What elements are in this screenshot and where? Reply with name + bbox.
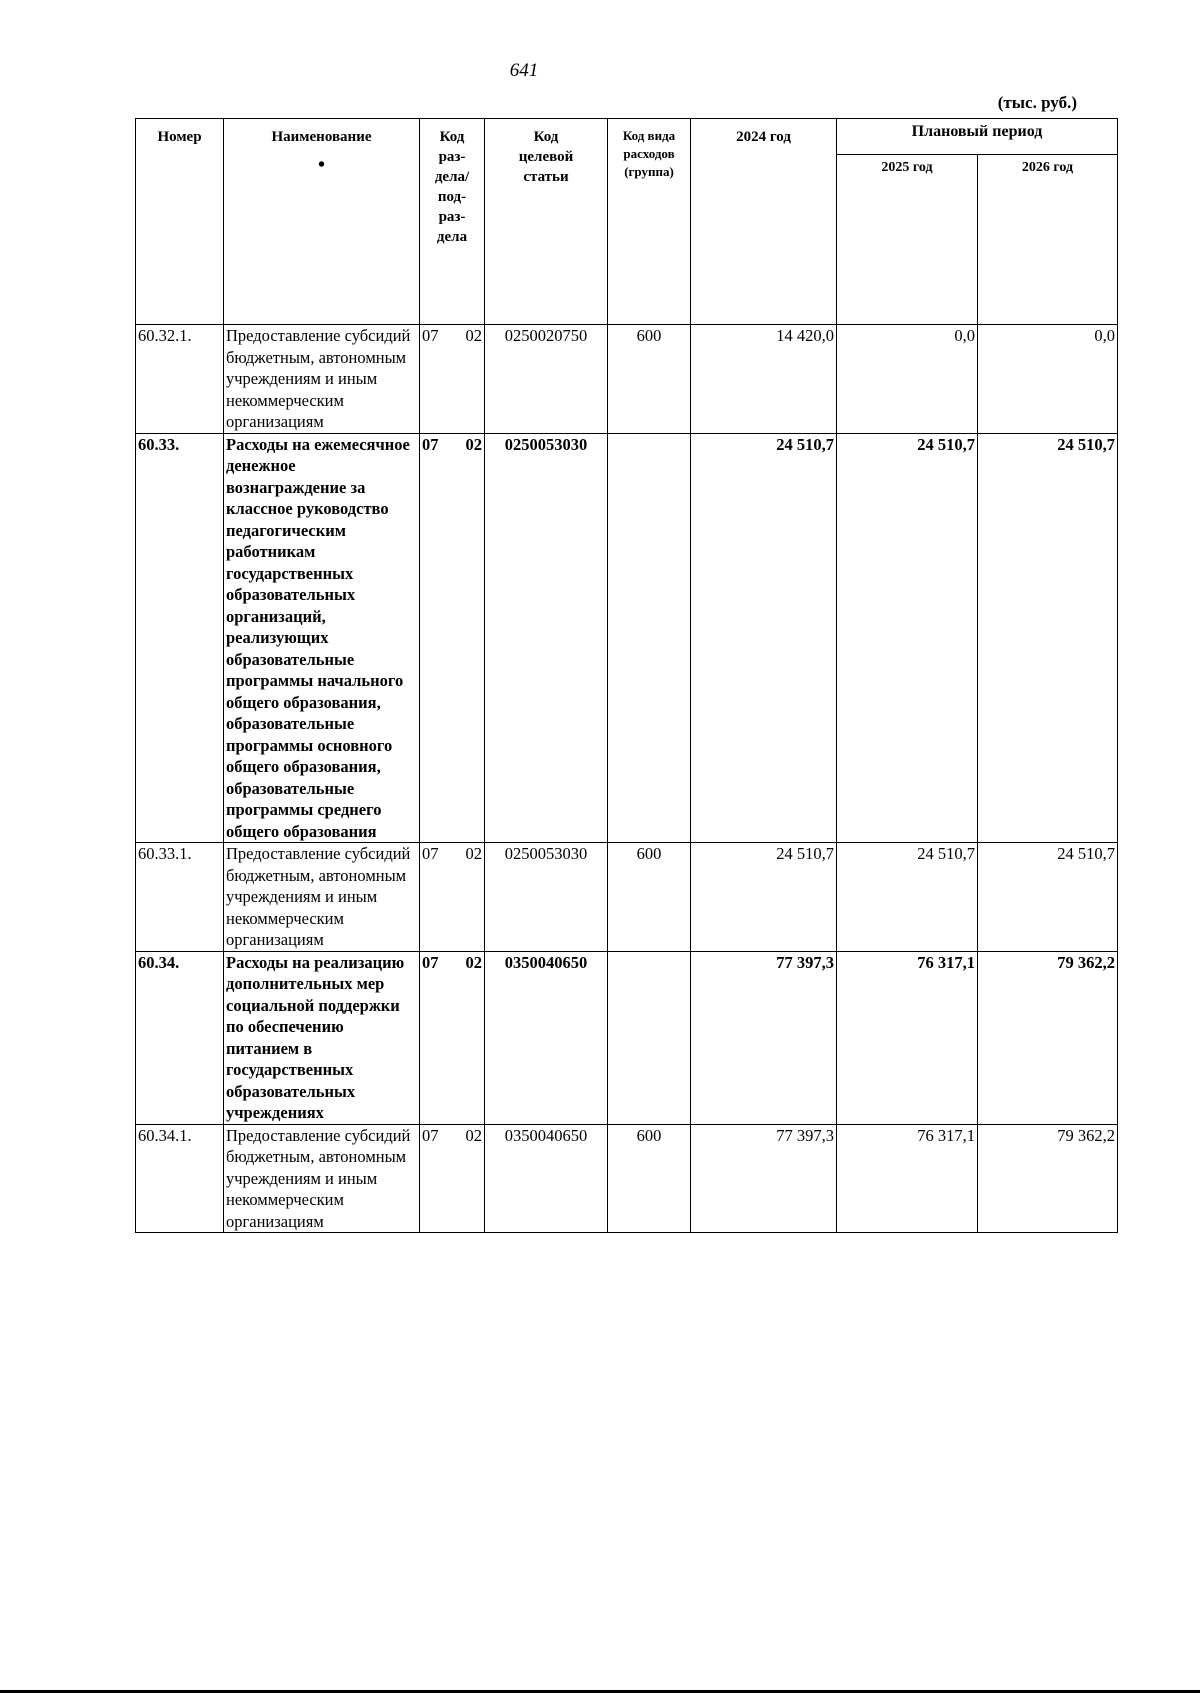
row-vid	[608, 433, 691, 843]
row-podrazdel-code: 02	[465, 434, 482, 454]
table-header	[136, 119, 1118, 325]
header-naimenovanie	[224, 119, 420, 325]
row-number: 60.33.	[136, 433, 224, 843]
row-razdel-code: 07	[422, 844, 439, 863]
row-razdel-code: 07	[422, 326, 439, 345]
row-2025: 76 317,1	[837, 1124, 978, 1233]
row-2025: 24 510,7	[837, 843, 978, 952]
row-razdel	[420, 1124, 485, 1233]
row-name: Предоставление субсидий бюджетным, автономным учреждениям и иным некоммерческим организациям	[224, 325, 420, 434]
row-2025: 0,0	[837, 325, 978, 434]
row-podrazdel-code: 02	[465, 1125, 482, 1145]
row-2026: 24 510,7	[978, 433, 1118, 843]
header-planoviy-period: Плановый период	[837, 119, 1118, 155]
header-2024: 2024 год	[691, 119, 837, 325]
row-celevaya: 0350040650	[485, 951, 608, 1124]
row-vid: 600	[608, 325, 691, 434]
row-celevaya: 0250053030	[485, 843, 608, 952]
row-2025: 24 510,7	[837, 433, 978, 843]
row-vid: 600	[608, 843, 691, 952]
row-razdel	[420, 433, 485, 843]
row-celevaya: 0250020750	[485, 325, 608, 434]
row-2026: 79 362,2	[978, 951, 1118, 1124]
header-dot: •	[317, 154, 325, 176]
row-2024: 77 397,3	[691, 1124, 837, 1233]
header-kod-vida: Код вида расходов (группа)	[608, 119, 691, 325]
row-podrazdel-code: 02	[465, 326, 482, 345]
row-podrazdel-code: 02	[465, 844, 482, 863]
header-2025: 2025 год	[837, 155, 978, 325]
table-row	[136, 1124, 1118, 1233]
row-number: 60.34.	[136, 951, 224, 1124]
row-2026: 79 362,2	[978, 1124, 1118, 1233]
row-name: Расходы на ежемесячное денежное вознаграждение за классное руководство педагогическим работникам государственных образовательных организаций, реализующих образовательные программы начального общего образования, образовательные программы основного общего образования, образовательные программы среднего общего образования	[224, 433, 420, 843]
table-row	[136, 951, 1118, 1124]
row-podrazdel-code: 02	[465, 952, 482, 972]
row-name: Предоставление субсидий бюджетным, автономным учреждениям и иным некоммерческим организациям	[224, 843, 420, 952]
row-razdel	[420, 951, 485, 1124]
table-row	[136, 325, 1118, 434]
row-name: Расходы на реализацию дополнительных мер социальной поддержки по обеспечению питанием в государственных образовательных учреждениях	[224, 951, 420, 1124]
row-razdel-code: 07	[422, 434, 439, 454]
row-vid: 600	[608, 1124, 691, 1233]
header-naimenovanie-label: Наименование	[271, 129, 372, 145]
row-celevaya: 0250053030	[485, 433, 608, 843]
row-2024: 77 397,3	[691, 951, 837, 1124]
row-razdel-code: 07	[422, 952, 439, 972]
row-2024: 24 510,7	[691, 843, 837, 952]
table-row	[136, 843, 1118, 952]
row-number: 60.34.1.	[136, 1124, 224, 1233]
row-2024: 14 420,0	[691, 325, 837, 434]
row-number: 60.33.1.	[136, 843, 224, 952]
row-2024: 24 510,7	[691, 433, 837, 843]
budget-table	[135, 118, 1118, 1233]
header-kod-razdela: Код раз-дела/ под-раз-дела	[420, 119, 485, 325]
row-name: Предоставление субсидий бюджетным, автономным учреждениям и иным некоммерческим организациям	[224, 1124, 420, 1233]
row-razdel-code: 07	[422, 1125, 439, 1145]
row-2025: 76 317,1	[837, 951, 978, 1124]
units-label: (тыс. руб.)	[997, 93, 1077, 112]
table-row	[136, 433, 1118, 843]
row-razdel	[420, 843, 485, 952]
row-number: 60.32.1.	[136, 325, 224, 434]
header-kod-celevoy: Код целевой статьи	[485, 119, 608, 325]
row-2026: 24 510,7	[978, 843, 1118, 952]
row-razdel	[420, 325, 485, 434]
header-nomer: Номер	[136, 119, 224, 325]
row-vid	[608, 951, 691, 1124]
row-celevaya: 0350040650	[485, 1124, 608, 1233]
page-number: 641	[509, 60, 539, 81]
table-body	[136, 325, 1118, 1233]
header-2026: 2026 год	[978, 155, 1118, 325]
row-2026: 0,0	[978, 325, 1118, 434]
